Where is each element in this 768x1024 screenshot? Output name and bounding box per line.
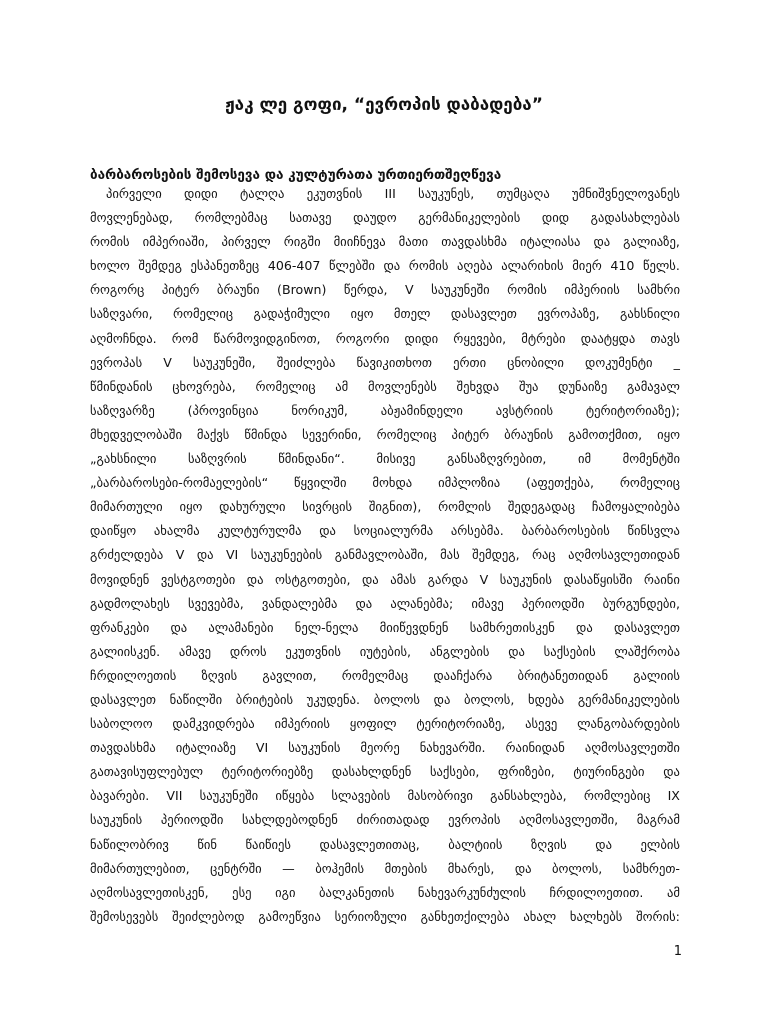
- paragraph-line: ფრანკები და ალამანები ნელ-ნელა მიიწევდნენ სამხრეთისკენ და დასავლეთ: [90, 619, 680, 635]
- paragraph-line: როგორც პიტერ ბრაუნი (Brown) წერდა, V საუკუნეში რომის იმპერიის სამხრი: [90, 282, 680, 298]
- paragraph-line: საზღვარზე (პროვინცია ნორიკუმ, აბჟამინდელი ავსტრიის ტერიტორიაზე);: [90, 402, 680, 418]
- body-paragraph: [90, 182, 680, 929]
- paragraph-line: გალიისკენ. ამავე დროს ეკუთვნის იუტების, ანგლების და საქსების ლაშქრობა: [90, 643, 680, 659]
- paragraph-line: საბოლოო დამკვიდრება იმპერიის ყოფილ ტერიტორიაზე, ასევე ლანგობარდების: [90, 716, 680, 732]
- paragraph-line: ევროპას V საუკუნეში, შეიძლება წავიკითხოთ ერთი ცნობილი დოკუმენტი _: [90, 354, 680, 370]
- paragraph-line: გათავისუფლებულ ტერიტორიებზე დასახლდნენ საქსები, ფრიზები, ტიურინგები და: [90, 764, 680, 780]
- paragraph-line: შემოსევებს შეიძლებოდ გამოეწვია სერიოზული განხეთქილება ახალ ხალხებს შორის:: [90, 908, 680, 924]
- paragraph-line: გადმოლახეს სვევებმა, ვანდალებმა და ალანებმა; იმავე პერიოდში ბურგუნდები,: [90, 595, 680, 611]
- paragraph-line: ჩრდილოეთის ზღვის გავლით, რომელმაც დააჩქარა ბრიტანეთიდან გალიის: [90, 667, 680, 683]
- paragraph-line: გრძელდება V და VI საუკუნეების განმავლობაში, მას შემდეგ, რაც აღმოსავლეთიდან: [90, 547, 680, 563]
- paragraph-line: დასავლეთ ნაწილში ბრიტების უკუდენა. ბოლოს და ბოლოს, ხდება გერმანიკელების: [90, 691, 680, 707]
- paragraph-line: ნაწილობრივ წინ წაიწიეს დასავლეთითაც, ბალტიის ზღვის და ელბის: [90, 836, 680, 852]
- document-title: ჟაკ ლე გოფი, “ევროპის დაბადება”: [225, 95, 543, 115]
- paragraph-line: მხედველობაში მაქვს წმინდა სევერინი, რომელიც პიტერ ბრაუნის გამოთქმით, იყო: [90, 426, 680, 442]
- paragraph-line: ხოლო შემდეგ ესპანეთზეც 406-407 წლებში და რომის აღება ალარიხის მიერ 410 წელს.: [90, 258, 680, 274]
- paragraph-line: საზღვარი, რომელიც გადაჭიმული იყო მთელ დასავლეთ ევროპაზე, გახსნილი: [90, 306, 680, 322]
- paragraph-line: თავდასხმა იტალიაზე VI საუკუნის მეორე ნახევარში. რაინიდან აღმოსავლეთში: [90, 740, 680, 756]
- paragraph-line: საუკუნის პერიოდში სახლდებოდნენ ძირითადად ევროპის აღმოსავლეთში, მაგრამ: [90, 812, 680, 828]
- paragraph-line: რომის იმპერიაში, პირველ რიგში მიიჩნევა მათი თავდასხმა იტალიასა და გალიაზე,: [90, 234, 680, 250]
- paragraph-line: მიმართული იყო დახურული სივრცის შიგნით), რომლის შედეგადაც ჩამოყალიბება: [90, 499, 680, 515]
- paragraph-line: „ბარბაროსები-რომაელების“ წყვილში მოხდა იმპლოზია (აფეთქება, რომელიც: [90, 475, 680, 491]
- paragraph-line: მოვიდნენ ვესტგოთები და ოსტგოთები, და ამას გარდა V საუკუნის დასაწყისში რაინი: [90, 571, 680, 587]
- paragraph-line: აღმოჩნდა. რომ წარმოვიდგინოთ, როგორი დიდი რყევები, მტრები დაატყდა თავს: [90, 330, 680, 346]
- paragraph-line: დაიწყო ახალმა კულტურულმა და სოციალურმა არსებმა. ბარბაროსების წინსვლა: [90, 523, 680, 539]
- paragraph-line: პირველი დიდი ტალღა ეკუთვნის III საუკუნეს, თუმცაღა უმნიშვნელოვანეს: [106, 186, 680, 201]
- section-heading: ბარბაროსების შემოსევა და კულტურათა ურთიერთშეღწევა: [90, 167, 502, 183]
- paragraph-line: მოვლენებად, რომლებმაც სათავე დაუდო გერმანიკელების დიდ გადასახლებას: [90, 210, 680, 226]
- paragraph-line: ბავარები. VII საუკუნეში იწყება სლავების მასობრივი განსახლება, რომლებიც IX: [90, 788, 680, 804]
- paragraph-line: აღმოსავლეთისკენ, ესე იგი ბალკანეთის ნახევარკუნძულის ჩრდილოეთით. ამ: [90, 884, 680, 900]
- paragraph-line: „გახსნილი საზღვრის წმინდანი“. მისივე განსაზღვრებით, იმ მომენტში: [90, 451, 680, 467]
- paragraph-line: წმინდანის ცხოვრება, რომელიც ამ მოვლენებს შეხვდა შუა დუნაიზე გამავალ: [90, 378, 680, 394]
- page-number: 1: [673, 944, 682, 959]
- paragraph-line: მიმართულებით, ცენტრში — ბოჰემის მთების მხარეს, და ბოლოს, სამხრეთ-: [90, 860, 680, 876]
